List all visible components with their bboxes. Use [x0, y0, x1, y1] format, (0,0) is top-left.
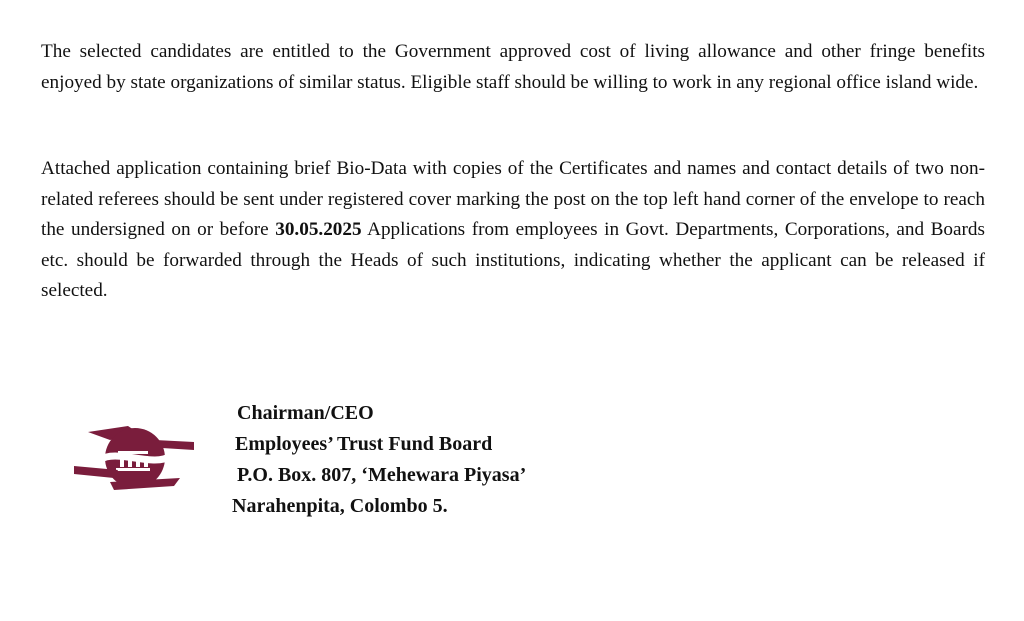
- address-line-1: P.O. Box. 807, ‘Mehewara Piyasa’: [237, 464, 527, 486]
- paragraph-benefits: [41, 37, 985, 98]
- paragraph-benefits-text: The selected candidates are entitled to the Government approved cost of living allowance and other fringe benefits enjoyed by state organizations of similar status. Eligible staff should be willing to work in any regional office island wide.: [41, 41, 985, 93]
- address-line-2: Narahenpita, Colombo 5.: [232, 495, 448, 517]
- organization-name: Employees’ Trust Fund Board: [235, 433, 493, 455]
- etf-logo-icon: [70, 420, 200, 495]
- signatory-title: Chairman/CEO: [237, 402, 374, 424]
- deadline-date: 30.05.2025: [275, 219, 362, 240]
- paragraph-application-instructions: [41, 154, 985, 307]
- application-instructions-text-continued: Applications from employees in Govt. Departments, Corporations, and Boards etc. should be forwarded through the Heads of such institutions, indicating whether the applicant can be released if selected.: [41, 219, 985, 301]
- application-instructions-text: Attached application containing brief Bio-Data with copies of the Certificates and names and contact details of two non-related referees should be sent under registered cover marking the post on the top left hand corner of the envelope to reach the undersigned on or before: [41, 158, 985, 240]
